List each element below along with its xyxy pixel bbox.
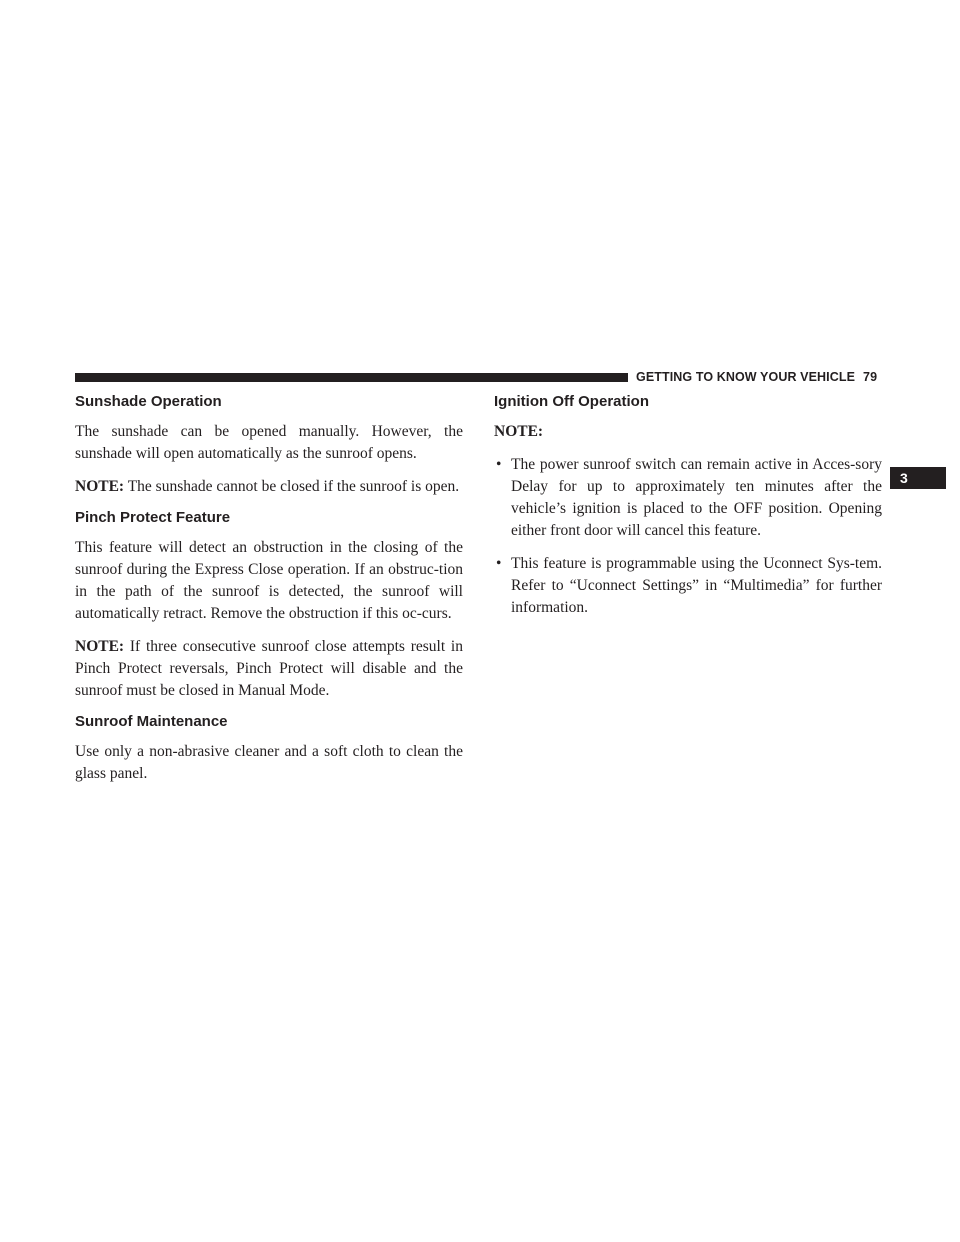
heading-sunroof-maintenance: Sunroof Maintenance bbox=[75, 713, 228, 730]
running-header bbox=[636, 370, 877, 384]
bullet-list bbox=[494, 454, 882, 619]
heading-pinch-protect: Pinch Protect Feature bbox=[75, 509, 231, 526]
chapter-tab: 3 bbox=[890, 467, 946, 489]
bullet-marker: • bbox=[496, 456, 502, 473]
section-pinch-protect bbox=[75, 509, 463, 702]
paragraph: Use only a non-abrasive cleaner and a soft cloth to clean the glass panel. bbox=[75, 743, 463, 782]
right-column bbox=[494, 390, 882, 630]
section-ignition-off bbox=[494, 393, 882, 619]
note-paragraph bbox=[75, 476, 463, 498]
note-paragraph bbox=[75, 636, 463, 702]
list-item-text: The power sunroof switch can remain active in Acces-sory Delay for up to approximately ten minutes after the vehicle’s ignition is placed to the OFF position. Opening either front door will cancel this feature. bbox=[511, 456, 882, 539]
section-sunshade-operation bbox=[75, 393, 463, 498]
bullet-marker: • bbox=[496, 555, 502, 572]
note-text: If three consecutive sunroof close attempts result in Pinch Protect reversals, Pinch Protect will disable and the sunroof must be closed in Manual Mode. bbox=[75, 638, 463, 699]
paragraph: This feature will detect an obstruction in the closing of the sunroof during the Express Close operation. If an obstruc-tion in the path of the sunroof is detected, the sunroof will automatically retract. Remove the obstruction if this oc-curs. bbox=[75, 539, 463, 622]
header-rule bbox=[75, 373, 628, 382]
note-label: NOTE: bbox=[75, 638, 125, 655]
section-title: GETTING TO KNOW YOUR VEHICLE bbox=[636, 370, 856, 384]
paragraph: The sunshade can be opened manually. However, the sunshade will open automatically as the sunroof opens. bbox=[75, 423, 463, 462]
left-column bbox=[75, 390, 463, 796]
note-label: NOTE: bbox=[494, 423, 544, 440]
list-item-text: This feature is programmable using the Uconnect Sys-tem. Refer to “Uconnect Settings” in “Multimedia” for further information. bbox=[511, 555, 882, 616]
heading-sunshade-operation: Sunshade Operation bbox=[75, 393, 222, 410]
section-sunroof-maintenance bbox=[75, 713, 463, 785]
list-item bbox=[494, 553, 882, 619]
page-number: 79 bbox=[863, 370, 878, 384]
note-paragraph bbox=[494, 421, 882, 443]
note-text: The sunshade cannot be closed if the sunroof is open. bbox=[127, 478, 460, 495]
note-label: NOTE: bbox=[75, 478, 125, 495]
heading-ignition-off: Ignition Off Operation bbox=[494, 393, 649, 410]
list-item bbox=[494, 454, 882, 542]
